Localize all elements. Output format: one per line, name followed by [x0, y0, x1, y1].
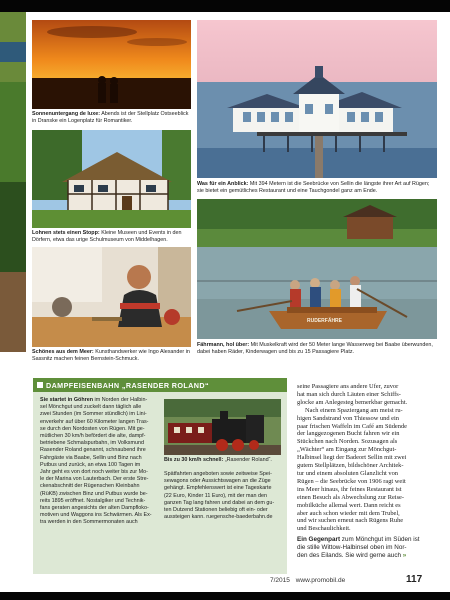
- continue-arrow-icon: »: [402, 551, 407, 559]
- ferry-photo: [197, 199, 437, 339]
- gegenpart-lead: Ein Gegenpart: [297, 536, 341, 543]
- train-photo: [164, 399, 281, 455]
- left-edge-photo: [0, 12, 26, 352]
- pier-photo: [197, 20, 437, 178]
- museum-caption: Lohnen stets einen Stopp: Kleine Museen und Events in den Dörfern, etwa das urige Schulmuseum von Middelhagen.: [32, 230, 182, 244]
- website-link[interactable]: www.promobil.de: [295, 577, 346, 584]
- craftsman-caption: Schönes aus dem Meer: Kunsthandwerker wie Ingo Alexander in Sassnitz machen feinen Bernstein-Schmuck.: [32, 349, 190, 363]
- page-footer: [270, 577, 345, 584]
- sunset-photo: [32, 20, 191, 109]
- info-box-column-1: Sie startet in Göhren im Norden der Halbin- sel Mönchgut und zuckelt dann täglich alle zwei Stunden (im Sommer stündlich) im Lini- enverkehr auf über 60 Kilometer langen Tras- se durch den Nordosten von Rügen. Mit ge- mütlichen 30 km/h befördert die alte, dampf- betriebene Schmalspurbahn, im Volksmund Rasender Roland genannt, schnaubend ihre Fahrgäste via Baabe, Sellin und Binz nach Putbus und zurück, an etwa 100 Tagen im Jahr geht es von dort noch weiter bis zur Mo- le der Marina von Lauterbach. Der erste Stre- ckenabschnitt der Rügenschen Kleinbahn (RüKB) zwischen Binz und Putbus wurde be- reits 1895 eröffnet. Nostalgiker und Technik- fans geraten angesichts der alten Dampfloko- motiven und Waggons ins Schwärmen. Als Ex- tra werden in den Sommermonaten auch: [40, 397, 152, 526]
- article-text: seine Passagiere ans andere Ufer, zuvor hat man sich durch Läuten einer Schiffs- glocke am Anlegesteg bemerkbar gemacht. Nach einem Spaziergang am meist ru- higen Sandstrand von Thiessow und ein paar frischen Waffeln im Café am Südende der langgezogenen Bucht fahren wir ein Stückchen nach Norden. Sozusagen als „Wächter“ am Eingang zur Mönchgut- Halbinsel liegt der Badeort Sellin mit zwei gutem Stellplätzen, bildschöner Architek- tur und einem absoluten Glanzlicht von Rügen – die Seebrücke von 1906 ragt weit ins Meer hinaus, ihr feines Restaurant ist einen Besuch als Abwechslung zur Reise- mobilküche allemal wert. Dann reicht es aber auch schon wieder mit dem Trubel, und wir suchen erneut nach Rügens Ruhe und Beschaulichkeit.: [297, 383, 408, 533]
- train-caption: Bis zu 30 km/h schnell: „Rasender Roland“.: [164, 457, 272, 463]
- header-square-icon: [37, 382, 43, 388]
- craftsman-photo: [32, 247, 191, 347]
- info-box-lead: Sie startet in Göhren: [40, 397, 94, 403]
- top-frame: [0, 0, 450, 12]
- pier-caption: Was für ein Anblick: Mit 394 Metern ist die Seebrücke von Sellin die längste ihrer Art auf Rügen; sie bietet ein gemütliches Restaurant und eine Tauchgondel ganz am Ende.: [197, 181, 430, 195]
- issue-number: 7/2015: [270, 577, 290, 584]
- page-number: 117: [406, 574, 423, 585]
- gegenpart-text: Ein Gegenpart zum Mönchgut im Süden ist die stille Wittow-Halbinsel oben im Nor- den des Eilands. Sie wird gerne auch »: [297, 536, 420, 559]
- info-box-title: DAMPFEISENBAHN „RASENDER ROLAND“: [46, 381, 209, 390]
- info-box-column-2: Spätfahrten angeboten sowie zeitweise Spei- sewagons oder Aussichtswagen an die Züge gehängt. Empfehlenswert ist eine Tageskarte (22 Euro, Kinder 11 Euro), mit der man den ganzen Tag lang fahren und dabei an dem gu- ten Dutzend Stationen beliebig oft ein- oder aussteigen kann. ruegensche-baederbahn.de: [164, 471, 275, 521]
- museum-photo: [32, 130, 191, 228]
- sunset-caption: Sonnenuntergang de luxe: Abends ist der Stellplatz Ostseeblick in Dranske ein Logenplatz für Romantiker.: [32, 111, 189, 125]
- boat-name: RUDERFÄHRE: [307, 318, 342, 324]
- bottom-frame: [0, 592, 450, 600]
- ferry-caption: Fährmann, hol über: Mit Muskelkraft wird der 50 Meter lange Wasserweg bei Baabe überwunden, dabei haben Räder, Kinderwagen und bis zu 15 Passagiere Platz.: [197, 342, 433, 356]
